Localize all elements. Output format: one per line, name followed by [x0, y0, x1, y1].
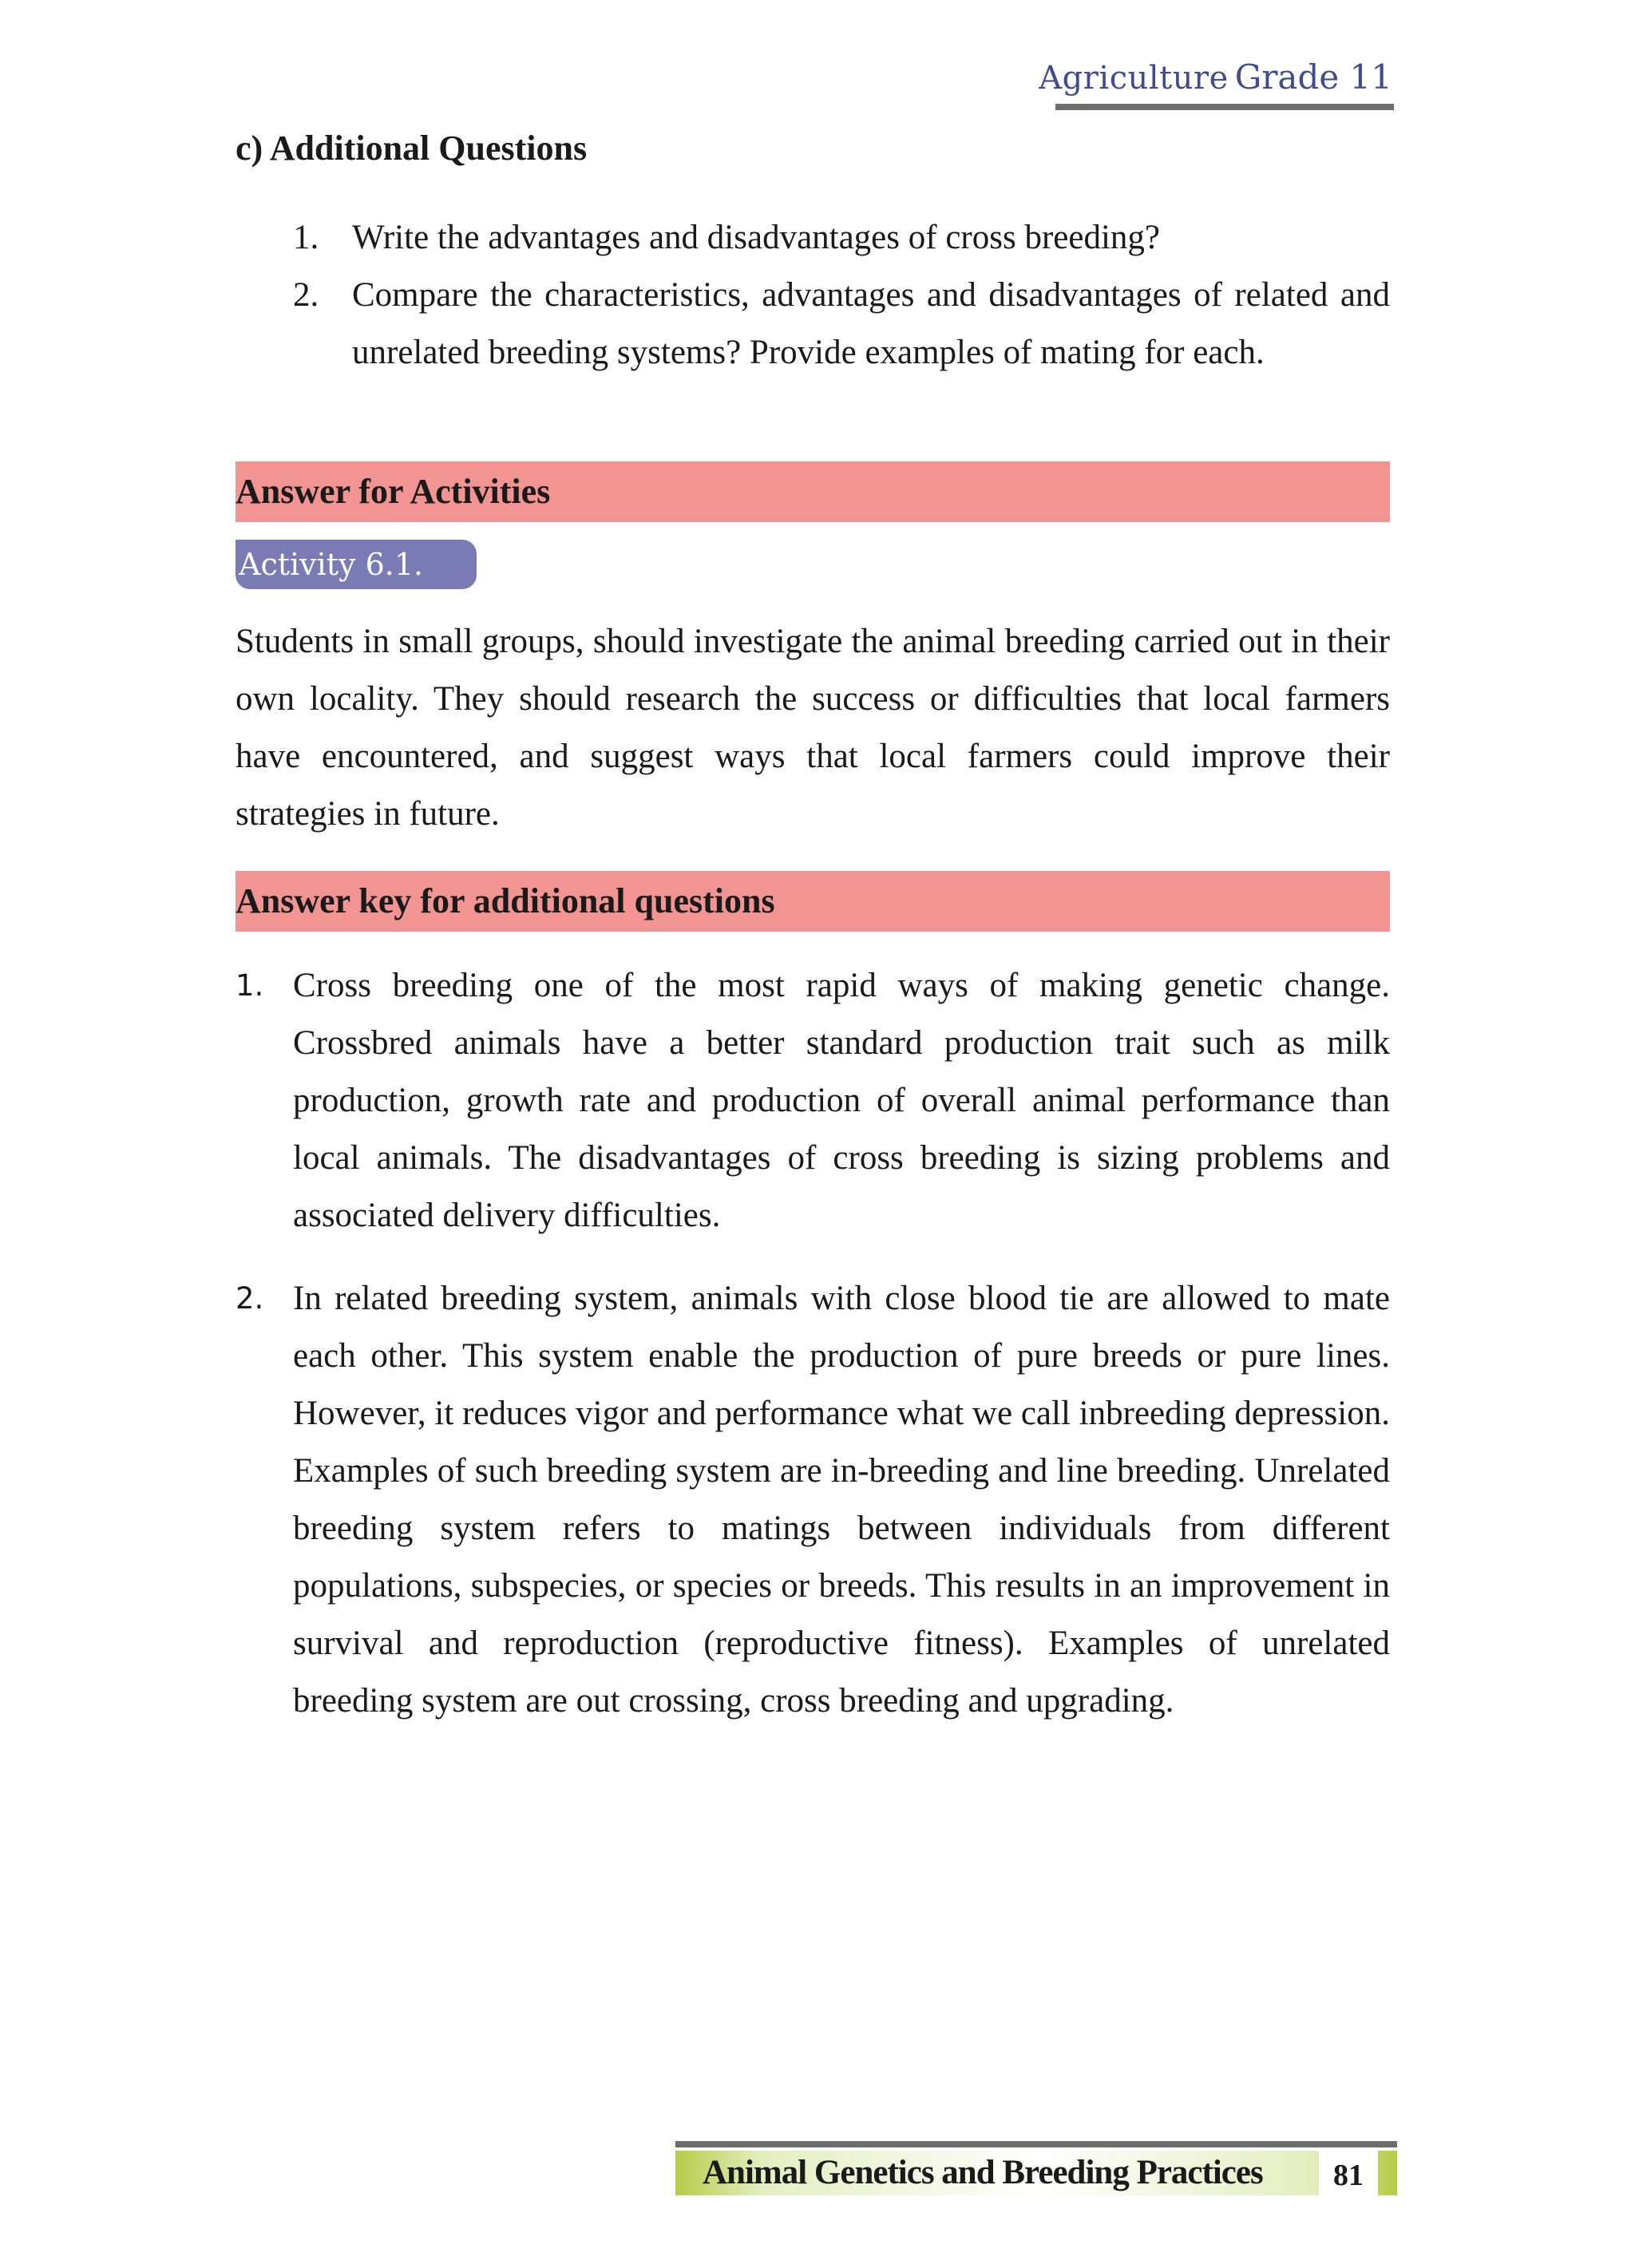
- list-item-text: Cross breeding one of the most rapid ways of making genetic change. Crossbred animals have a better standard production trait such as milk production, growth rate and production of overall animal performance than local animals. The disadvantages of cross breeding is sizing problems and associated delivery difficulties.: [293, 967, 1390, 1234]
- additional-questions-list: [236, 209, 1390, 382]
- answer-key-list: [236, 957, 1390, 1730]
- list-item-number: 2.: [236, 1281, 264, 1316]
- list-item-text: In related breeding system, animals with close blood tie are allowed to mate each other. This system enable the production of pure breeds or pure lines. However, it reduces vigor and performance what we call inbreeding depression. Examples of such breeding system are in-breeding and line breeding. Unrelated breeding system refers to matings between individuals from different populations, subspecies, or species or breeds. This results in an improvement in survival and reproduction (reproductive fitness). Examples of unrelated breeding system are out crossing, cross breeding and upgrading.: [293, 1280, 1390, 1720]
- list-item: [236, 957, 1390, 1245]
- page-number: 81: [1319, 2151, 1378, 2195]
- answer-key-heading: Answer key for additional questions: [236, 871, 1390, 932]
- activity-answer-paragraph: Students in small groups, should investigate the animal breeding carried out in their own locality. They should research the success or difficulties that local farmers have encountered, and suggest ways that local farmers could improve their strategies in future.: [236, 623, 1390, 833]
- footer-rule: [675, 2141, 1397, 2147]
- list-item: [236, 267, 1390, 382]
- footer-chapter-title: Animal Genetics and Breeding Practices: [703, 2154, 1263, 2191]
- list-item: [236, 209, 1390, 267]
- list-item-text: Write the advantages and disadvantages of cross breeding?: [352, 219, 1160, 256]
- list-item-number: 1.: [293, 219, 319, 256]
- list-item-text: Compare the characteristics, advantages and disadvantages of related and unrelated breeding systems? Provide examples of mating for each.: [352, 276, 1390, 371]
- header-subject: Agriculture: [1039, 60, 1229, 97]
- header-rule: [1055, 104, 1394, 110]
- list-item-number: 1.: [236, 968, 264, 1003]
- list-item-number: 2.: [293, 276, 319, 314]
- additional-questions-heading: c) Additional Questions: [236, 129, 588, 168]
- list-item: [236, 1270, 1390, 1730]
- header-grade: Grade 11: [1234, 57, 1392, 97]
- activity-label: Activity 6.1.: [236, 540, 477, 589]
- running-header: [1039, 57, 1392, 97]
- answer-activities-heading: Answer for Activities: [236, 461, 1390, 522]
